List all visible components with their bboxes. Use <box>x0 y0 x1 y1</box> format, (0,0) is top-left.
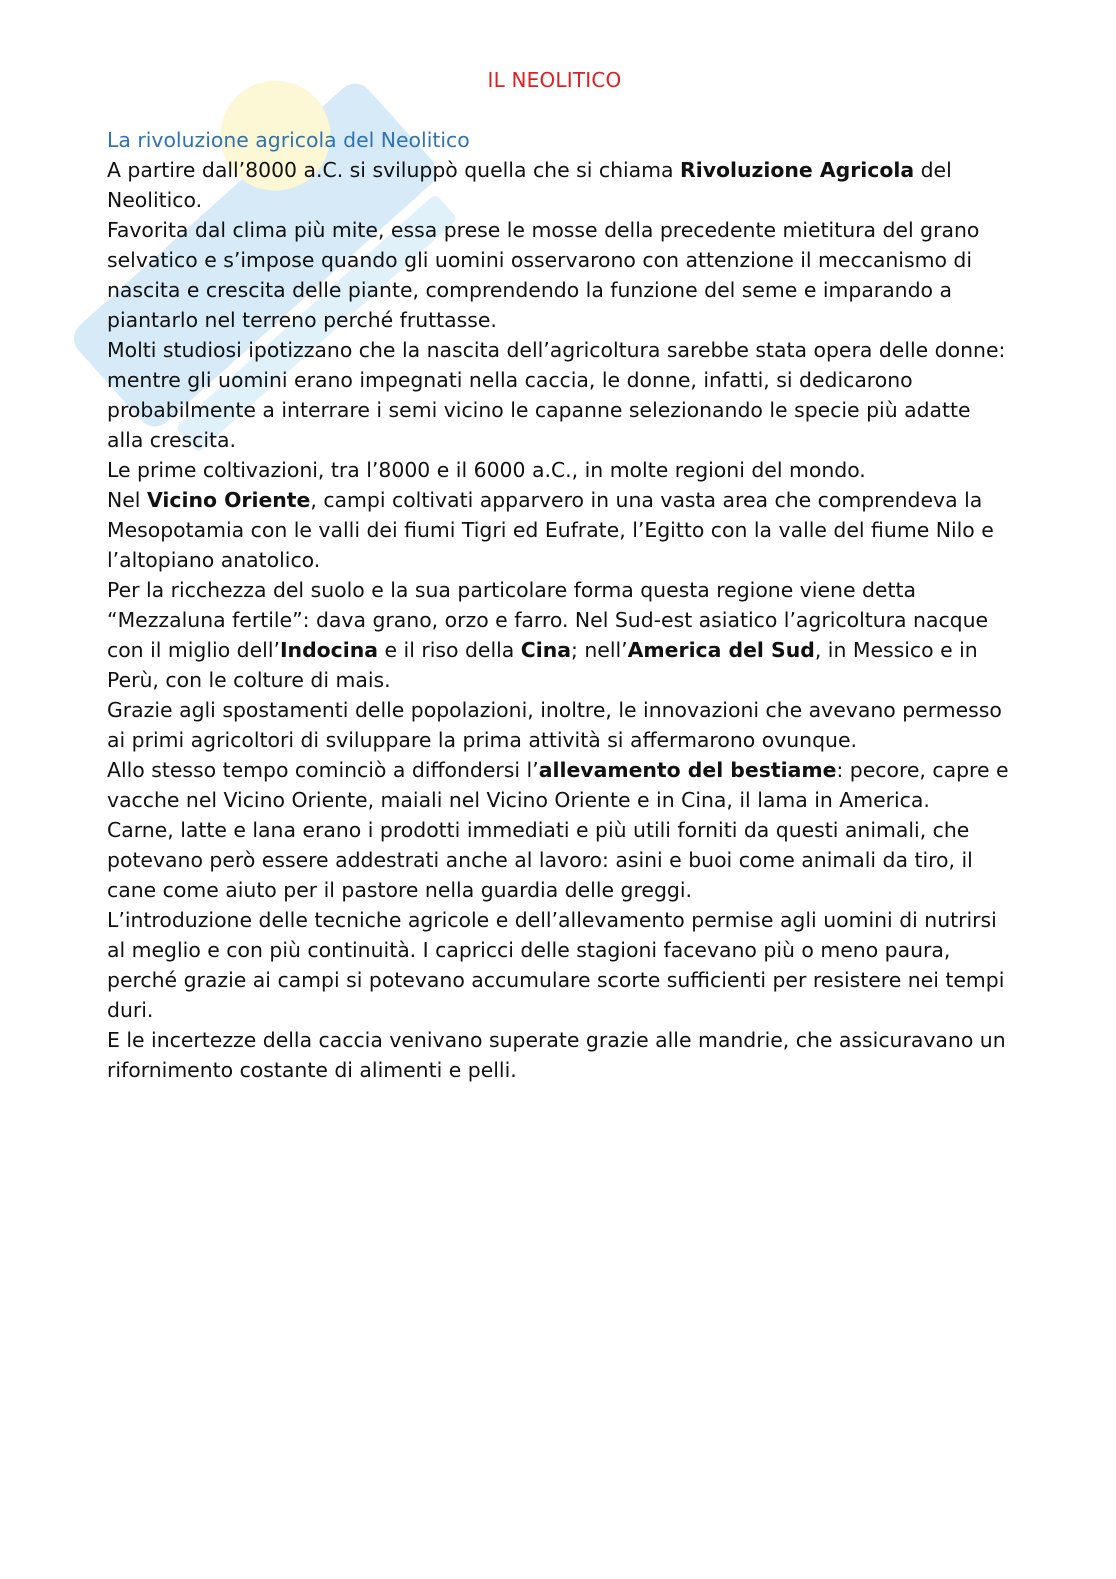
text-run: , campi coltivati apparvero in una vasta area che comprendeva la Mesopotamia con le valli dei fiumi Tigri ed Eufrate, l’Egitto con la valle del fiume Nilo e l’altopiano anatolico. <box>107 488 994 572</box>
document-title: IL NEOLITICO <box>487 68 622 92</box>
paragraph-p1 <box>107 155 1012 215</box>
text-run: A partire dall’8000 a.C. si sviluppò quella che si chiama <box>107 158 681 182</box>
text-run: L’introduzione delle tecniche agricole e dell’allevamento permise agli uomini di nutrirsi al meglio e con più continuità. I capricci delle stagioni facevano più o meno paura, perché grazie ai campi si potevano accumulare scorte sufficienti per resistere nei tempi duri. <box>107 908 1005 1022</box>
paragraph-list <box>107 155 1012 1085</box>
bold-term: America del Sud <box>627 638 815 662</box>
text-run: del Neolitico. <box>107 158 952 212</box>
section-heading: La rivoluzione agricola del Neolitico <box>107 128 470 152</box>
text-run: Grazie agli spostamenti delle popolazioni, inoltre, le innovazioni che avevano permesso ai primi agricoltori di sviluppare la prima attività si affermarono ovunque. <box>107 698 1002 752</box>
paragraph-p10 <box>107 905 1012 1025</box>
text-run: ; nell’ <box>571 638 628 662</box>
paragraph-p4 <box>107 455 1012 485</box>
text-run: Carne, latte e lana erano i prodotti immediati e più utili forniti da questi animali, che potevano però essere addestrati anche al lavoro: asini e buoi come animali da tiro, il cane come aiuto per il pastore nella guardia delle greggi. <box>107 818 973 902</box>
paragraph-p7 <box>107 695 1012 755</box>
paragraph-p11 <box>107 1025 1012 1085</box>
bold-term: Indocina <box>279 638 379 662</box>
text-run: : pecore, capre e vacche nel Vicino Oriente, maiali nel Vicino Oriente e in Cina, il lama in America. <box>107 758 1009 812</box>
text-run: Molti studiosi ipotizzano che la nascita dell’agricoltura sarebbe stata opera delle donne: mentre gli uomini erano impegnati nella caccia, le donne, infatti, si dedicarono probabilmente a interrare i semi vicino le capanne selezionando le specie più adatte alla crescita. <box>107 338 1006 452</box>
paragraph-p2 <box>107 215 1012 335</box>
text-run: Allo stesso tempo cominciò a diffondersi l’ <box>107 758 539 782</box>
text-run: Le prime coltivazioni, tra l’8000 e il 6000 a.C., in molte regioni del mondo. <box>107 458 866 482</box>
bold-term: allevamento del bestiame <box>538 758 837 782</box>
text-run: Per la ricchezza del suolo e la sua particolare forma questa regione viene detta “Mezzaluna fertile”: dava grano, orzo e farro. Nel Sud-est asiatico l’agricoltura nacque con il miglio dell’ <box>107 578 989 662</box>
document-body <box>107 125 1012 1085</box>
bold-term: Rivoluzione Agricola <box>680 158 915 182</box>
bold-term: Vicino Oriente <box>146 488 311 512</box>
text-run: Nel <box>107 488 147 512</box>
paragraph-p5 <box>107 485 1012 575</box>
text-run: e il riso della <box>378 638 521 662</box>
paragraph-p3 <box>107 335 1012 455</box>
paragraph-p6 <box>107 575 1012 695</box>
paragraph-p9 <box>107 815 1012 905</box>
bold-term: Cina <box>520 638 572 662</box>
text-run: , in Messico e in Perù, con le colture di mais. <box>107 638 978 692</box>
text-run: Favorita dal clima più mite, essa prese le mosse della precedente mietitura del grano selvatico e s’impose quando gli uomini osservarono con attenzione il meccanismo di nascita e crescita delle piante, comprendendo la funzione del seme e imparando a piantarlo nel terreno perché fruttasse. <box>107 218 980 332</box>
text-run: E le incertezze della caccia venivano superate grazie alle mandrie, che assicuravano un rifornimento costante di alimenti e pelli. <box>107 1028 1006 1082</box>
paragraph-p8 <box>107 755 1012 815</box>
